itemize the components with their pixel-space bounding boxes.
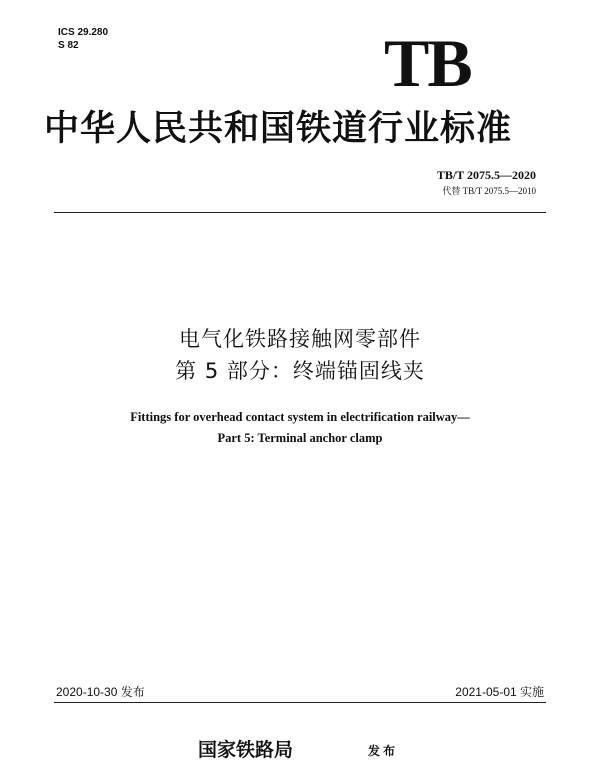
implementation-date: 2021-05-01 实施: [455, 685, 544, 699]
category-code: S 82: [58, 40, 79, 51]
top-divider: [54, 212, 546, 213]
en-title-line1: Fittings for overhead contact system in electrification railway—: [130, 410, 470, 424]
ics-code: ICS 29.280: [58, 27, 109, 38]
publish-label: 发布: [368, 744, 399, 758]
en-title-line2: Part 5: Terminal anchor clamp: [217, 431, 383, 445]
standard-number: TB/T 2075.5—2020: [436, 168, 536, 182]
cn-title-line1: 电气化铁路接触网零部件: [179, 327, 421, 351]
cn-title-line2: 第 5 部分：终端锚固线夹: [175, 359, 425, 383]
replaces-standard: 代替 TB/T 2075.5—2010: [442, 186, 536, 196]
standard-title: 中华人民共和国铁道行业标准: [44, 108, 513, 149]
bottom-divider: [54, 702, 546, 703]
publisher-name: 国家铁路局: [198, 739, 294, 761]
ics-code-block: [58, 26, 108, 52]
issue-date: 2020-10-30 发布: [56, 685, 145, 699]
tb-logo: TB: [384, 25, 471, 101]
